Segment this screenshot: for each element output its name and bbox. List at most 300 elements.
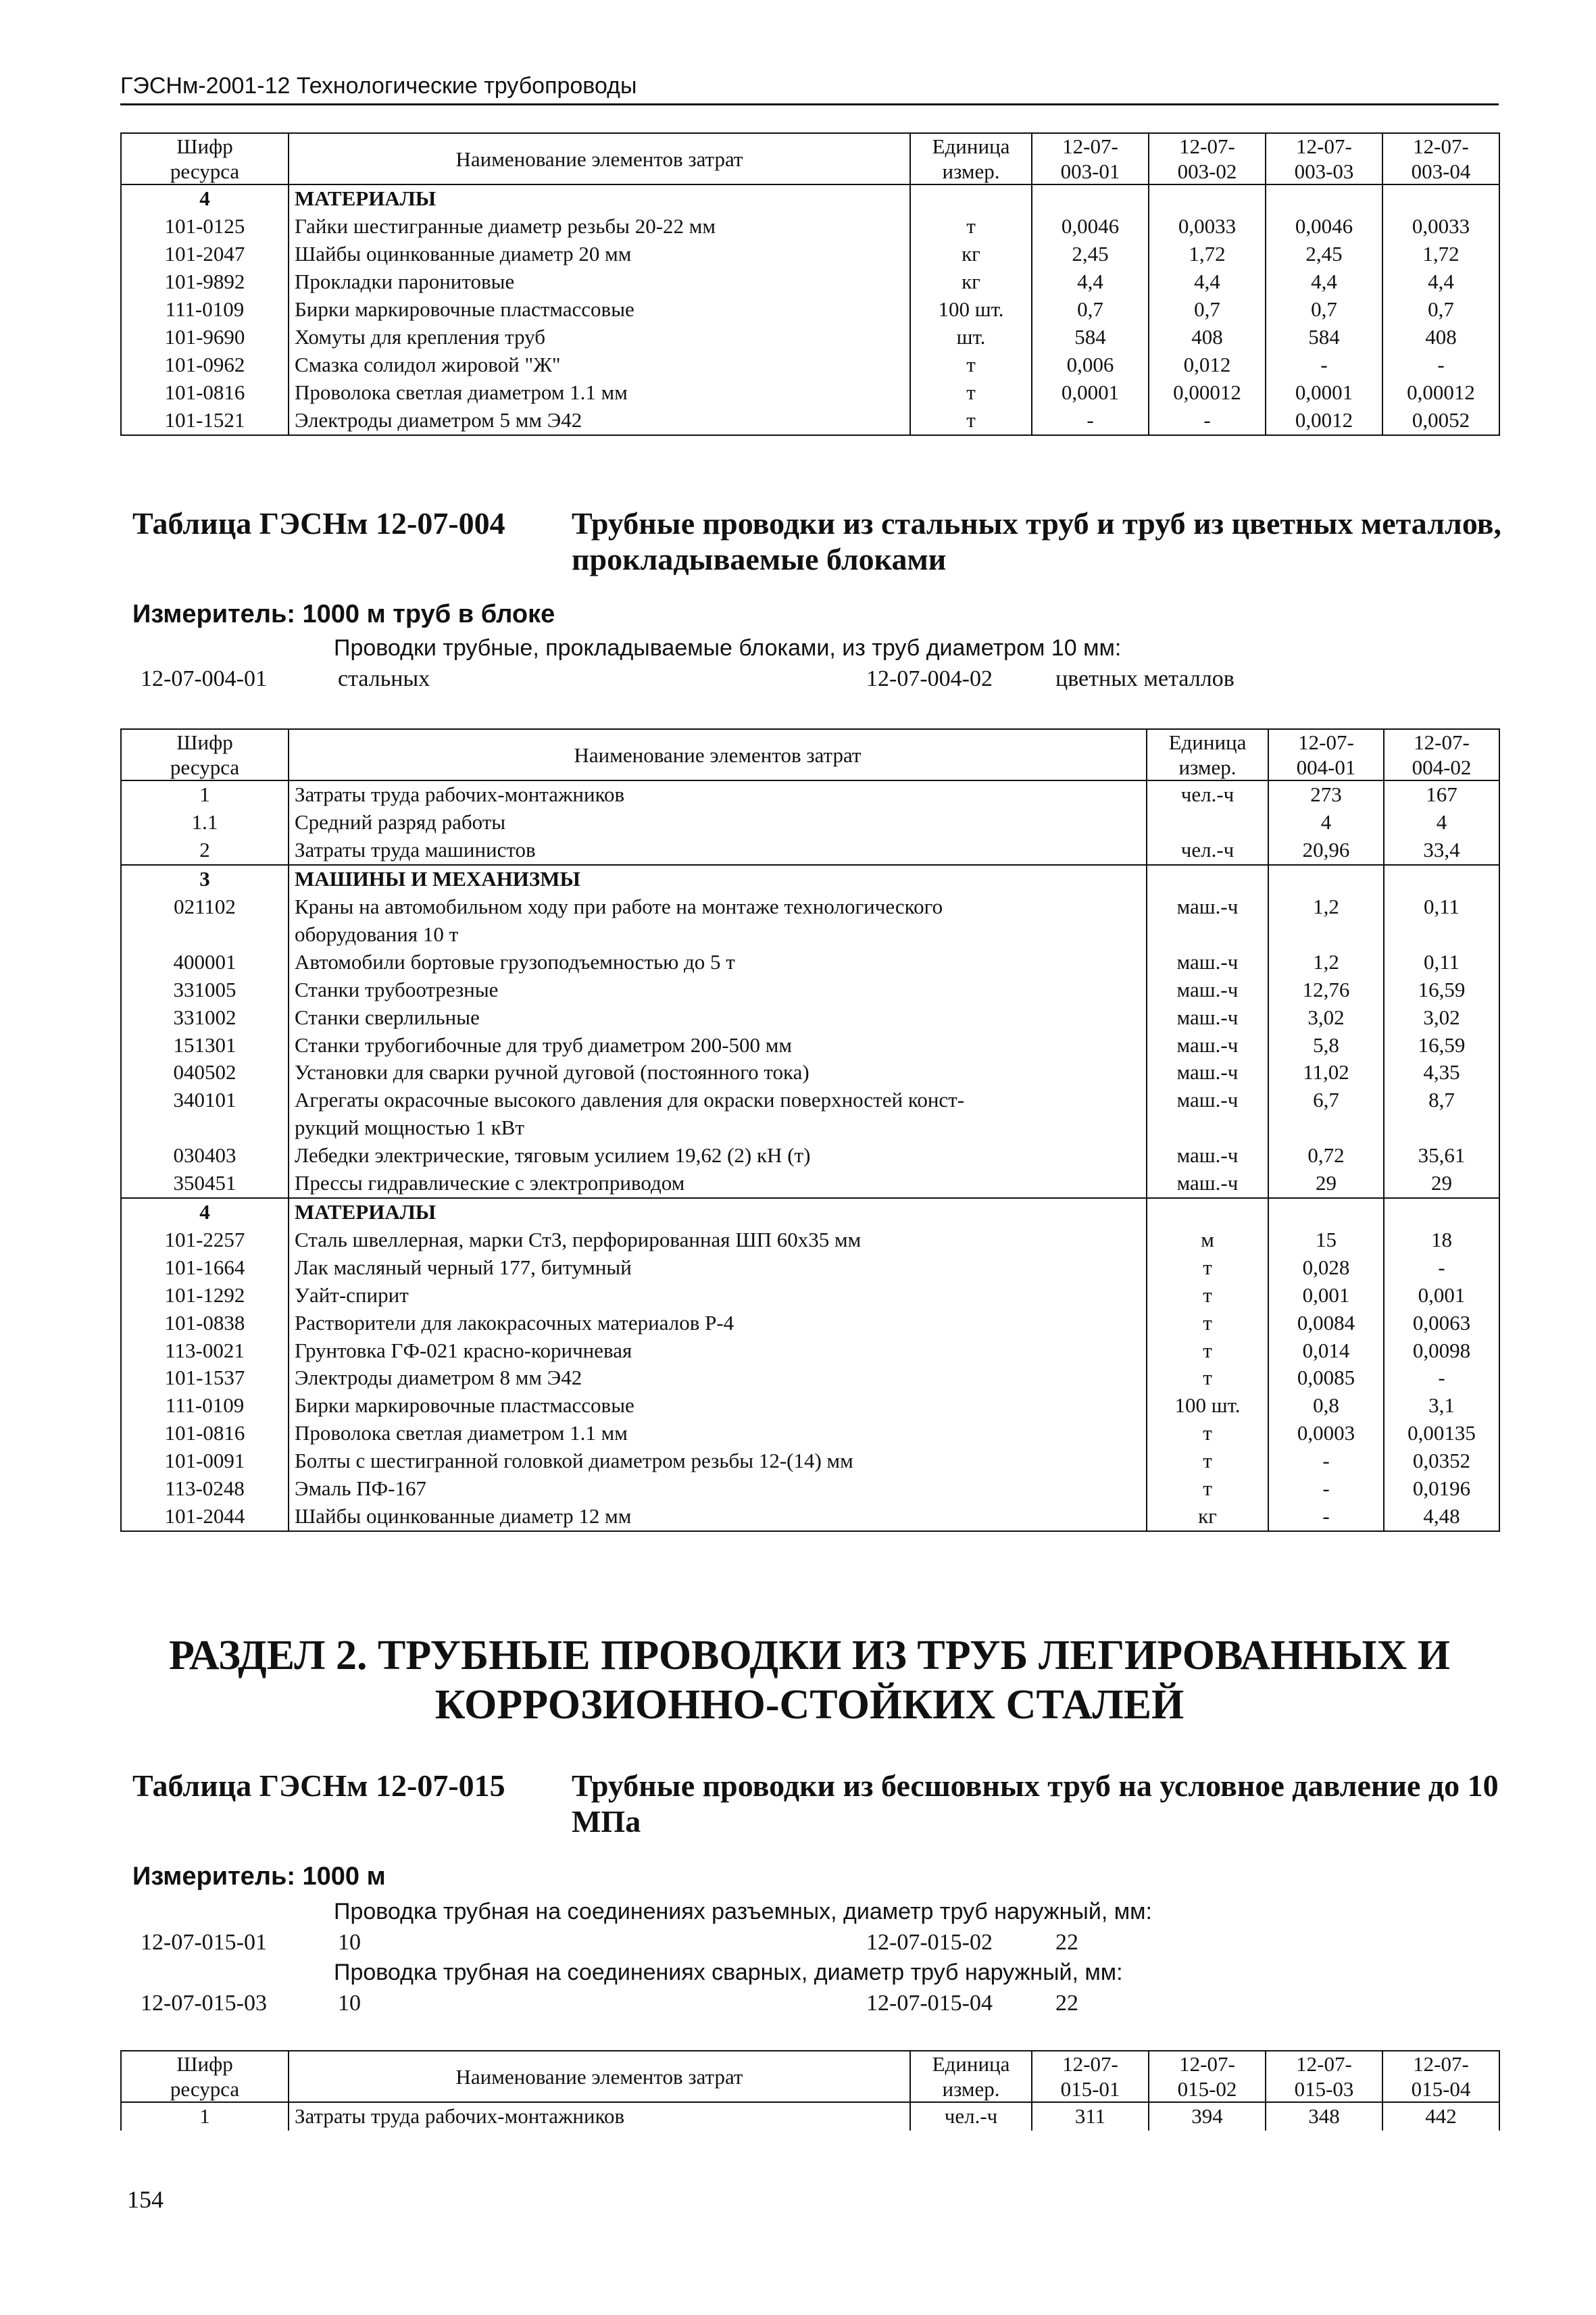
resource-code-cell: 101-9690 bbox=[121, 324, 289, 351]
table-015-title: Трубные проводки из бесшовных труб на условное давление до 10 МПа bbox=[572, 1768, 1499, 1839]
resource-name: Затраты труда машинистов bbox=[295, 838, 536, 862]
table-row bbox=[121, 1364, 1499, 1392]
col-header-015-03: 12-07- 015-03 bbox=[1266, 2051, 1382, 2102]
resource-code-cell: 101-0091 bbox=[121, 1447, 289, 1475]
value-cell: 0,0003 bbox=[1268, 1420, 1384, 1447]
resource-name: Шайбы оцинкованные диаметр 20 мм bbox=[295, 242, 632, 266]
value-cell: 0,0084 bbox=[1268, 1310, 1384, 1337]
resource-name-cell bbox=[289, 865, 1147, 893]
value-cell: 4,48 bbox=[1384, 1503, 1499, 1531]
value-cell: 584 bbox=[1266, 324, 1382, 351]
resource-name: Затраты труда рабочих-монтажников bbox=[295, 2104, 625, 2129]
table-row bbox=[121, 407, 1499, 435]
value-cell: 4,35 bbox=[1384, 1059, 1499, 1087]
table-015-intro: Проводка трубная на соединениях разъемных, диаметр труб наружный, мм: bbox=[334, 1899, 1152, 1924]
value-cell: - bbox=[1384, 1254, 1499, 1282]
resource-code-cell: 1.1 bbox=[121, 809, 289, 837]
value-cell: 3,1 bbox=[1384, 1392, 1499, 1420]
value-cell: 8,7 bbox=[1384, 1087, 1499, 1142]
table-row bbox=[121, 184, 1499, 213]
resource-code-cell: 101-2257 bbox=[121, 1226, 289, 1254]
resource-name-cell bbox=[289, 949, 1147, 976]
table-004-title: Трубные проводки из стальных труб и труб из цветных металлов, прокладываемые блоками bbox=[572, 506, 1502, 576]
table-row bbox=[121, 1282, 1499, 1310]
value-cell: - bbox=[1268, 1503, 1384, 1531]
unit-cell: маш.-ч bbox=[1147, 1170, 1268, 1198]
value-cell: 0,8 bbox=[1268, 1392, 1384, 1420]
resource-name: Проволока светлая диаметром 1.1 мм bbox=[295, 380, 628, 404]
table-row bbox=[121, 1447, 1499, 1475]
resource-name-cell bbox=[289, 1392, 1147, 1420]
resource-name-cell bbox=[289, 1254, 1147, 1282]
value-cell: 0,0033 bbox=[1382, 213, 1499, 241]
unit-cell: маш.-ч bbox=[1147, 976, 1268, 1004]
resource-name: Шайбы оцинкованные диаметр 12 мм bbox=[295, 1503, 632, 1528]
resource-code-cell: 021102 bbox=[121, 893, 289, 949]
variant-code: 12-07-015-04 bbox=[866, 1991, 993, 2016]
unit-cell: 100 шт. bbox=[910, 296, 1032, 324]
table-015-heading bbox=[132, 1768, 1518, 1839]
resource-name-cell bbox=[289, 1364, 1147, 1392]
resource-code-cell: 340101 bbox=[121, 1087, 289, 1142]
value-cell: 0,0012 bbox=[1266, 407, 1382, 435]
table-row bbox=[121, 1142, 1499, 1170]
variant-code: 12-07-004-01 bbox=[141, 666, 267, 691]
resource-name-cell bbox=[289, 296, 910, 324]
table-row bbox=[121, 976, 1499, 1004]
resource-name: Уайт-спирит bbox=[295, 1283, 409, 1307]
resource-name-cell bbox=[289, 351, 910, 379]
resource-code-cell: 101-2047 bbox=[121, 241, 289, 268]
value-cell: 5,8 bbox=[1268, 1032, 1384, 1060]
value-cell: 0,001 bbox=[1384, 1282, 1499, 1310]
unit-cell bbox=[1147, 809, 1268, 837]
table-row bbox=[121, 213, 1499, 241]
resource-name-cell bbox=[289, 893, 1147, 949]
variant-code: 12-07-004-02 bbox=[866, 666, 993, 691]
resource-name: Бирки маркировочные пластмассовые bbox=[295, 1393, 634, 1418]
value-cell: 1,72 bbox=[1382, 241, 1499, 268]
resource-name: Смазка солидол жировой "Ж" bbox=[295, 352, 561, 376]
resource-name: МАШИНЫ И МЕХАНИЗМЫ bbox=[295, 867, 580, 891]
value-cell: 0,0001 bbox=[1266, 379, 1382, 407]
unit-cell: т bbox=[910, 213, 1032, 241]
unit-cell: т bbox=[1147, 1337, 1268, 1365]
resource-name: Гайки шестигранные диаметр резьбы 20-22 мм bbox=[295, 214, 716, 239]
running-header: ГЭСНм-2001-12 Технологические трубопроводы bbox=[120, 73, 1499, 105]
resource-code-cell: 101-1292 bbox=[121, 1282, 289, 1310]
unit-cell: чел.-ч bbox=[1147, 837, 1268, 865]
resource-code-cell: 040502 bbox=[121, 1059, 289, 1087]
unit-cell: маш.-ч bbox=[1147, 1059, 1268, 1087]
resource-name: Электроды диаметром 8 мм Э42 bbox=[295, 1366, 582, 1390]
resource-name-cell bbox=[289, 1004, 1147, 1032]
value-cell: 0,014 bbox=[1268, 1337, 1384, 1365]
table-row bbox=[121, 1310, 1499, 1337]
unit-cell: маш.-ч bbox=[1147, 1032, 1268, 1060]
table-row bbox=[121, 1392, 1499, 1420]
value-cell: 29 bbox=[1268, 1170, 1384, 1198]
resource-code-cell: 101-9892 bbox=[121, 268, 289, 296]
unit-cell: кг bbox=[1147, 1503, 1268, 1531]
resource-name: Бирки маркировочные пластмассовые bbox=[295, 297, 634, 321]
value-cell: 0,0046 bbox=[1032, 213, 1149, 241]
resource-name: Эмаль ПФ-167 bbox=[295, 1476, 426, 1501]
value-cell bbox=[1266, 184, 1382, 213]
col-header-003-04: 12-07- 003-04 bbox=[1382, 133, 1499, 184]
resource-name-cell bbox=[289, 1282, 1147, 1310]
section-heading-line: РАЗДЕЛ 2. ТРУБНЫЕ ПРОВОДКИ ИЗ ТРУБ ЛЕГИРОВАННЫХ И bbox=[168, 1633, 1451, 1678]
value-cell: 0,7 bbox=[1032, 296, 1149, 324]
value-cell: 4 bbox=[1384, 809, 1499, 837]
col-header-015-04: 12-07- 015-04 bbox=[1382, 2051, 1499, 2102]
resource-code-cell: 4 bbox=[121, 1198, 289, 1226]
resource-name: Станки сверлильные bbox=[295, 1005, 480, 1029]
value-cell: 29 bbox=[1384, 1170, 1499, 1198]
resource-name: Лебедки электрические, тяговым усилием 19,62 (2) кН (т) bbox=[295, 1143, 811, 1168]
col-header-015-01: 12-07- 015-01 bbox=[1032, 2051, 1149, 2102]
table-row bbox=[121, 1087, 1499, 1142]
resource-code-cell: 113-0248 bbox=[121, 1475, 289, 1503]
resource-code-cell: 111-0109 bbox=[121, 296, 289, 324]
table-row bbox=[121, 1420, 1499, 1447]
resource-name-cell bbox=[289, 1226, 1147, 1254]
resources-table-015 bbox=[120, 2050, 1500, 2131]
table-row bbox=[121, 1475, 1499, 1503]
resource-code-cell: 111-0109 bbox=[121, 1392, 289, 1420]
resource-name: Затраты труда рабочих-монтажников bbox=[295, 782, 625, 807]
value-cell: - bbox=[1384, 1364, 1499, 1392]
resource-name-cell bbox=[289, 1087, 1147, 1142]
unit-cell: т bbox=[1147, 1282, 1268, 1310]
resource-name: Прокладки паронитовые bbox=[295, 270, 515, 294]
resources-table-004 bbox=[120, 728, 1500, 1532]
value-cell: 4,4 bbox=[1266, 268, 1382, 296]
resource-code-cell: 331005 bbox=[121, 976, 289, 1004]
value-cell: 0,028 bbox=[1268, 1254, 1384, 1282]
value-cell: 0,0085 bbox=[1268, 1364, 1384, 1392]
value-cell: 2,45 bbox=[1032, 241, 1149, 268]
resource-name-cell bbox=[289, 1142, 1147, 1170]
unit-cell bbox=[1147, 1198, 1268, 1226]
resource-name-cell bbox=[289, 1059, 1147, 1087]
value-cell bbox=[1384, 865, 1499, 893]
value-cell: - bbox=[1382, 351, 1499, 379]
resource-code-cell: 151301 bbox=[121, 1032, 289, 1060]
col-header-name: Наименование элементов затрат bbox=[289, 133, 910, 184]
table-row bbox=[121, 1337, 1499, 1365]
table-row bbox=[121, 1254, 1499, 1282]
table-004-heading bbox=[132, 505, 1518, 577]
value-cell: 0,00012 bbox=[1382, 379, 1499, 407]
unit-cell: чел.-ч bbox=[1147, 780, 1268, 809]
value-cell: 0,72 bbox=[1268, 1142, 1384, 1170]
value-cell: 4 bbox=[1268, 809, 1384, 837]
resource-code-cell: 331002 bbox=[121, 1004, 289, 1032]
unit-cell: маш.-ч bbox=[1147, 1142, 1268, 1170]
table-row bbox=[121, 780, 1499, 809]
value-cell: 348 bbox=[1266, 2102, 1382, 2131]
value-cell: 4,4 bbox=[1382, 268, 1499, 296]
value-cell: 394 bbox=[1149, 2102, 1266, 2131]
resource-name-cell bbox=[289, 1420, 1147, 1447]
unit-cell: т bbox=[1147, 1310, 1268, 1337]
unit-cell bbox=[1147, 865, 1268, 893]
col-header-unit: Единица измер. bbox=[1147, 729, 1268, 780]
resource-name-cell bbox=[289, 2102, 910, 2131]
resource-name-cell bbox=[289, 1475, 1147, 1503]
resource-code-cell: 101-0125 bbox=[121, 213, 289, 241]
table-015-measure: Измеритель: 1000 м bbox=[132, 1862, 386, 1891]
value-cell: 0,0033 bbox=[1149, 213, 1266, 241]
resource-code-cell: 101-2044 bbox=[121, 1503, 289, 1531]
resource-name-cell bbox=[289, 324, 910, 351]
table-row bbox=[121, 809, 1499, 837]
resource-name: Сталь швеллерная, марки Ст3, перфорированная ШП 60х35 мм bbox=[295, 1227, 862, 1251]
value-cell bbox=[1032, 184, 1149, 213]
col-header-unit: Единица измер. bbox=[910, 133, 1032, 184]
unit-cell: кг bbox=[910, 241, 1032, 268]
resource-name: МАТЕРИАЛЫ bbox=[295, 1199, 437, 1224]
table-header-row bbox=[121, 133, 1499, 184]
resource-name-cell bbox=[289, 1170, 1147, 1198]
value-cell: 33,4 bbox=[1384, 837, 1499, 865]
table-015-intro: Проводка трубная на соединениях сварных, диаметр труб наружный, мм: bbox=[334, 1960, 1123, 1985]
resource-name-cell bbox=[289, 268, 910, 296]
materials-table-003 bbox=[120, 132, 1500, 436]
variant-code: 12-07-015-03 bbox=[141, 1991, 267, 2016]
value-cell: 0,0196 bbox=[1384, 1475, 1499, 1503]
value-cell: 18 bbox=[1384, 1226, 1499, 1254]
table-row bbox=[121, 268, 1499, 296]
table-row bbox=[121, 324, 1499, 351]
variant-text: 22 bbox=[1055, 1930, 1078, 1955]
unit-cell: т bbox=[1147, 1364, 1268, 1392]
resource-name: МАТЕРИАЛЫ bbox=[295, 186, 437, 211]
unit-cell: т bbox=[910, 379, 1032, 407]
value-cell: 20,96 bbox=[1268, 837, 1384, 865]
resource-name: Проволока светлая диаметром 1.1 мм bbox=[295, 1421, 628, 1445]
value-cell: 0,0046 bbox=[1266, 213, 1382, 241]
col-header-code: Шифр ресурса bbox=[121, 729, 289, 780]
resource-name: Средний разряд работы bbox=[295, 810, 506, 835]
table-004-measure: Измеритель: 1000 м труб в блоке bbox=[132, 600, 555, 628]
value-cell: 4,4 bbox=[1149, 268, 1266, 296]
table-row bbox=[121, 241, 1499, 268]
value-cell: 3,02 bbox=[1268, 1004, 1384, 1032]
resource-name: Станки трубоотрезные bbox=[295, 977, 499, 1001]
variant-text: 10 bbox=[338, 1930, 361, 1955]
unit-cell: чел.-ч bbox=[910, 2102, 1032, 2131]
value-cell: - bbox=[1268, 1447, 1384, 1475]
unit-cell: т bbox=[910, 351, 1032, 379]
resource-code-cell: 4 bbox=[121, 184, 289, 213]
value-cell: 0,0352 bbox=[1384, 1447, 1499, 1475]
table-row bbox=[121, 865, 1499, 893]
table-header-row bbox=[121, 2051, 1499, 2102]
table-row bbox=[121, 893, 1499, 949]
table-004-label: Таблица ГЭСНм 12-07-004 bbox=[132, 506, 505, 541]
resource-code-cell: 101-1521 bbox=[121, 407, 289, 435]
value-cell: 0,11 bbox=[1384, 893, 1499, 949]
value-cell: 1,2 bbox=[1268, 893, 1384, 949]
variant-code: 12-07-015-01 bbox=[141, 1930, 267, 1955]
resource-name: Автомобили бортовые грузоподъемностью до 5 т bbox=[295, 949, 735, 974]
value-cell: 0,00135 bbox=[1384, 1420, 1499, 1447]
unit-cell: т bbox=[1147, 1475, 1268, 1503]
value-cell: 584 bbox=[1032, 324, 1149, 351]
section-heading-line: КОРРОЗИОННО-СТОЙКИХ СТАЛЕЙ bbox=[434, 1682, 1184, 1728]
value-cell: 0,7 bbox=[1266, 296, 1382, 324]
value-cell bbox=[1268, 865, 1384, 893]
value-cell: 273 bbox=[1268, 780, 1384, 809]
table-row bbox=[121, 837, 1499, 865]
value-cell: - bbox=[1032, 407, 1149, 435]
value-cell: 4,4 bbox=[1032, 268, 1149, 296]
col-header-004-02: 12-07- 004-02 bbox=[1384, 729, 1499, 780]
resource-name-cell bbox=[289, 184, 910, 213]
value-cell: 311 bbox=[1032, 2102, 1149, 2131]
col-header-015-02: 12-07- 015-02 bbox=[1149, 2051, 1266, 2102]
value-cell: 0,006 bbox=[1032, 351, 1149, 379]
variant-text: 22 bbox=[1055, 1991, 1078, 2016]
resource-name-cell bbox=[289, 837, 1147, 865]
resource-name-cell bbox=[289, 241, 910, 268]
variant-text: 10 bbox=[338, 1991, 361, 2016]
resource-name: Электроды диаметром 5 мм Э42 bbox=[295, 407, 582, 432]
unit-cell: маш.-ч bbox=[1147, 1004, 1268, 1032]
table-row bbox=[121, 2102, 1499, 2131]
table-row bbox=[121, 1503, 1499, 1531]
value-cell: 167 bbox=[1384, 780, 1499, 809]
resource-code-cell: 101-1664 bbox=[121, 1254, 289, 1282]
table-004-intro: Проводки трубные, прокладываемые блоками, из труб диаметром 10 мм: bbox=[334, 635, 1122, 661]
resource-code-cell: 2 bbox=[121, 837, 289, 865]
table-row bbox=[121, 1226, 1499, 1254]
col-header-name: Наименование элементов затрат bbox=[289, 2051, 910, 2102]
value-cell: 1,72 bbox=[1149, 241, 1266, 268]
resource-name-continued: рукций мощностью 1 кВт bbox=[295, 1116, 524, 1140]
resource-code-cell: 1 bbox=[121, 2102, 289, 2131]
resource-name: Хомуты для крепления труб bbox=[295, 324, 546, 349]
unit-cell: т bbox=[1147, 1420, 1268, 1447]
table-row bbox=[121, 949, 1499, 976]
resource-name: Краны на автомобильном ходу при работе на монтаже технологического bbox=[295, 895, 943, 918]
value-cell: 0,001 bbox=[1268, 1282, 1384, 1310]
value-cell bbox=[1384, 1198, 1499, 1226]
resource-name: Растворители для лакокрасочных материалов Р-4 bbox=[295, 1310, 734, 1335]
unit-cell: м bbox=[1147, 1226, 1268, 1254]
value-cell: 35,61 bbox=[1384, 1142, 1499, 1170]
resource-name-cell bbox=[289, 1032, 1147, 1060]
value-cell: 3,02 bbox=[1384, 1004, 1499, 1032]
unit-cell: кг bbox=[910, 268, 1032, 296]
col-header-004-01: 12-07- 004-01 bbox=[1268, 729, 1384, 780]
unit-cell: маш.-ч bbox=[1147, 949, 1268, 976]
variant-code: 12-07-015-02 bbox=[866, 1930, 993, 1955]
resource-code-cell: 101-0838 bbox=[121, 1310, 289, 1337]
col-header-code: Шифр ресурса bbox=[121, 2051, 289, 2102]
value-cell: 408 bbox=[1149, 324, 1266, 351]
col-header-003-02: 12-07- 003-02 bbox=[1149, 133, 1266, 184]
resource-name-cell bbox=[289, 780, 1147, 809]
value-cell: 0,7 bbox=[1149, 296, 1266, 324]
value-cell: 408 bbox=[1382, 324, 1499, 351]
value-cell: 16,59 bbox=[1384, 1032, 1499, 1060]
table-row bbox=[121, 1198, 1499, 1226]
resource-name-cell bbox=[289, 809, 1147, 837]
resource-name: Агрегаты окрасочные высокого давления для окраски поверхностей конст- bbox=[295, 1088, 965, 1112]
resource-name-cell bbox=[289, 1198, 1147, 1226]
col-header-code: Шифр ресурса bbox=[121, 133, 289, 184]
value-cell: 6,7 bbox=[1268, 1087, 1384, 1142]
resource-name: Болты с шестигранной головкой диаметром резьбы 12-(14) мм bbox=[295, 1449, 853, 1473]
value-cell: 0,0063 bbox=[1384, 1310, 1499, 1337]
resource-name: Станки трубогибочные для труб диаметром 200-500 мм bbox=[295, 1032, 793, 1057]
table-row bbox=[121, 379, 1499, 407]
page-number: 154 bbox=[127, 2186, 164, 2213]
col-header-unit: Единица измер. bbox=[910, 2051, 1032, 2102]
table-header-row bbox=[121, 729, 1499, 780]
value-cell: 2,45 bbox=[1266, 241, 1382, 268]
table-015-label: Таблица ГЭСНм 12-07-015 bbox=[132, 1768, 505, 1803]
resource-code-cell: 3 bbox=[121, 865, 289, 893]
value-cell: 0,0098 bbox=[1384, 1337, 1499, 1365]
value-cell: - bbox=[1268, 1475, 1384, 1503]
value-cell: 442 bbox=[1382, 2102, 1499, 2131]
resource-name-cell bbox=[289, 1503, 1147, 1531]
table-row bbox=[121, 1059, 1499, 1087]
resource-name-cell bbox=[289, 213, 910, 241]
col-header-name: Наименование элементов затрат bbox=[289, 729, 1147, 780]
value-cell: 15 bbox=[1268, 1226, 1384, 1254]
resource-code-cell: 030403 bbox=[121, 1142, 289, 1170]
value-cell: 0,11 bbox=[1384, 949, 1499, 976]
value-cell: 12,76 bbox=[1268, 976, 1384, 1004]
value-cell bbox=[1268, 1198, 1384, 1226]
unit-cell: т bbox=[1147, 1447, 1268, 1475]
variant-text: стальных bbox=[338, 666, 430, 691]
unit-cell: маш.-ч bbox=[1147, 1087, 1268, 1142]
resource-code-cell: 101-0816 bbox=[121, 379, 289, 407]
resource-name-cell bbox=[289, 1337, 1147, 1365]
value-cell: 0,0001 bbox=[1032, 379, 1149, 407]
resource-name: Лак масляный черный 177, битумный bbox=[295, 1255, 632, 1279]
resource-name: Установки для сварки ручной дуговой (постоянного тока) bbox=[295, 1060, 809, 1085]
variant-text: цветных металлов bbox=[1055, 666, 1235, 691]
resource-code-cell: 1 bbox=[121, 780, 289, 809]
resource-name-cell bbox=[289, 1310, 1147, 1337]
unit-cell: маш.-ч bbox=[1147, 893, 1268, 949]
resource-code-cell: 101-0962 bbox=[121, 351, 289, 379]
value-cell: 0,012 bbox=[1149, 351, 1266, 379]
unit-cell: т bbox=[1147, 1254, 1268, 1282]
value-cell: 11,02 bbox=[1268, 1059, 1384, 1087]
value-cell: 16,59 bbox=[1384, 976, 1499, 1004]
resource-code-cell: 101-0816 bbox=[121, 1420, 289, 1447]
unit-cell: т bbox=[910, 407, 1032, 435]
table-row bbox=[121, 296, 1499, 324]
resource-code-cell: 113-0021 bbox=[121, 1337, 289, 1365]
resource-code-cell: 101-1537 bbox=[121, 1364, 289, 1392]
col-header-003-03: 12-07- 003-03 bbox=[1266, 133, 1382, 184]
resource-code-cell: 400001 bbox=[121, 949, 289, 976]
value-cell: 0,0052 bbox=[1382, 407, 1499, 435]
value-cell: 0,7 bbox=[1382, 296, 1499, 324]
resource-name-cell bbox=[289, 379, 910, 407]
resource-code-cell: 350451 bbox=[121, 1170, 289, 1198]
value-cell: 0,00012 bbox=[1149, 379, 1266, 407]
